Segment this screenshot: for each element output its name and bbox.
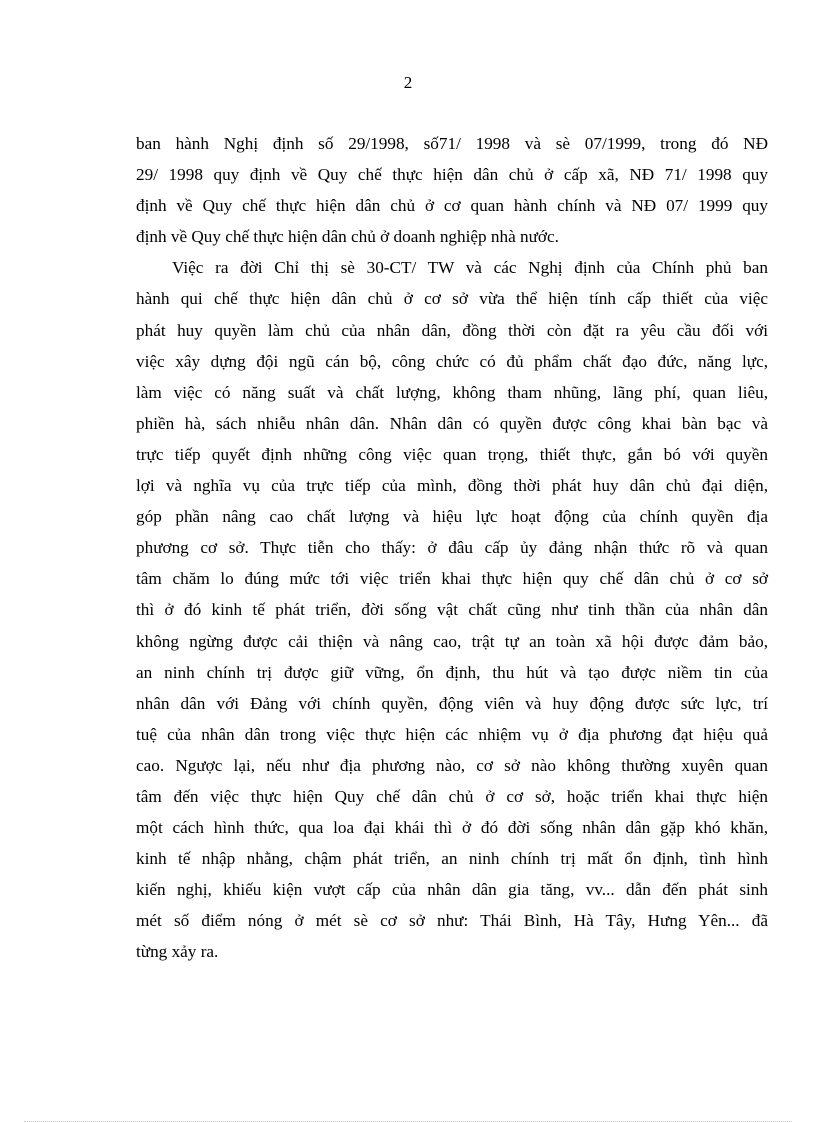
text-line: kinh tế nhập nhằng, chậm phát triển, an ninh chính trị mất ổn định, tình hình [136,849,768,869]
text-line: góp phần nâng cao chất lượng và hiệu lực hoạt động của chính quyền địa [136,507,768,527]
text-line: phương cơ sở. Thực tiễn cho thấy: ở đâu cấp ủy đảng nhận thức rõ và quan [136,538,768,558]
text-line: nhân dân với Đảng với chính quyền, động viên và huy động được sức lực, trí [136,693,768,713]
text-line: 29/ 1998 quy định về Quy chế thực hiện dân chủ ở cấp xã, NĐ 71/ 1998 quy [136,165,768,185]
text-line: ban hành Nghị định số 29/1998, số71/ 1998 và sè 07/1999, trong đó NĐ [136,134,768,153]
text-line: hành qui chế thực hiện dân chủ ở cơ sở vừa thể hiện tính cấp thiết của việc [136,289,768,309]
text-line: từng xảy ra. [136,942,219,962]
document-body [136,128,768,968]
text-line: tâm chăm lo đúng mức tới việc triển khai thực hiện quy chế dân chủ ở cơ sở [136,569,768,589]
text-line: tuệ của nhân dân trong việc thực hiện các nhiệm vụ ở địa phương đạt hiệu quả [136,724,768,744]
text-line: tâm đến việc thực hiện Quy chế dân chủ ở cơ sở, hoặc triển khai thực hiện [136,786,768,806]
page-number: 2 [403,73,413,92]
page-bottom-divider [24,1121,792,1122]
text-line: trực tiếp quyết định những công việc quan trọng, thiết thực, gắn bó với quyền [136,444,768,464]
text-line: một cách hình thức, qua loa đại khái thì ở đó đời sống nhân dân gặp khó khăn, [136,818,768,838]
text-line: định về Quy chế thực hiện dân chủ ở cơ quan hành chính và NĐ 07/ 1999 quy [136,196,768,216]
text-line: phiền hà, sách nhiễu nhân dân. Nhân dân có quyền được công khai bàn bạc và [136,413,768,433]
text-line: việc xây dựng đội ngũ cán bộ, công chức có đủ phẩm chất đạo đức, năng lực, [136,351,768,371]
text-line: làm việc có năng suất và chất lượng, không tham nhũng, lãng phí, quan liêu, [136,382,768,402]
text-line: mét số điểm nóng ở mét sè cơ sở như: Thái Bình, Hà Tây, Hưng Yên... đã [136,911,768,931]
text-line: không ngừng được cải thiện và nâng cao, trật tự an toàn xã hội được đảm bảo, [136,631,768,651]
text-line: định về Quy chế thực hiện dân chủ ở doanh nghiệp nhà nước. [136,227,559,247]
text-line: an ninh chính trị được giữ vững, ổn định, thu hút và tạo được niềm tin của [136,662,768,682]
text-line: kiến nghị, khiếu kiện vượt cấp của nhân dân gia tăng, vv... dẫn đến phát sinh [136,880,768,900]
text-line: cao. Ngược lại, nếu như địa phương nào, cơ sở nào không thường xuyên quan [136,755,768,775]
text-line: thì ở đó kinh tế phát triển, đời sống vật chất cũng như tinh thần của nhân dân [136,600,768,620]
text-line: lợi và nghĩa vụ của trực tiếp của mình, đồng thời phát huy dân chủ đại diện, [136,476,768,496]
text-line: phát huy quyền làm chủ của nhân dân, đồng thời còn đặt ra yêu cầu đối với [136,320,768,340]
text-line: Việc ra đời Chỉ thị sè 30-CT/ TW và các Nghị định của Chính phủ ban [172,258,768,278]
